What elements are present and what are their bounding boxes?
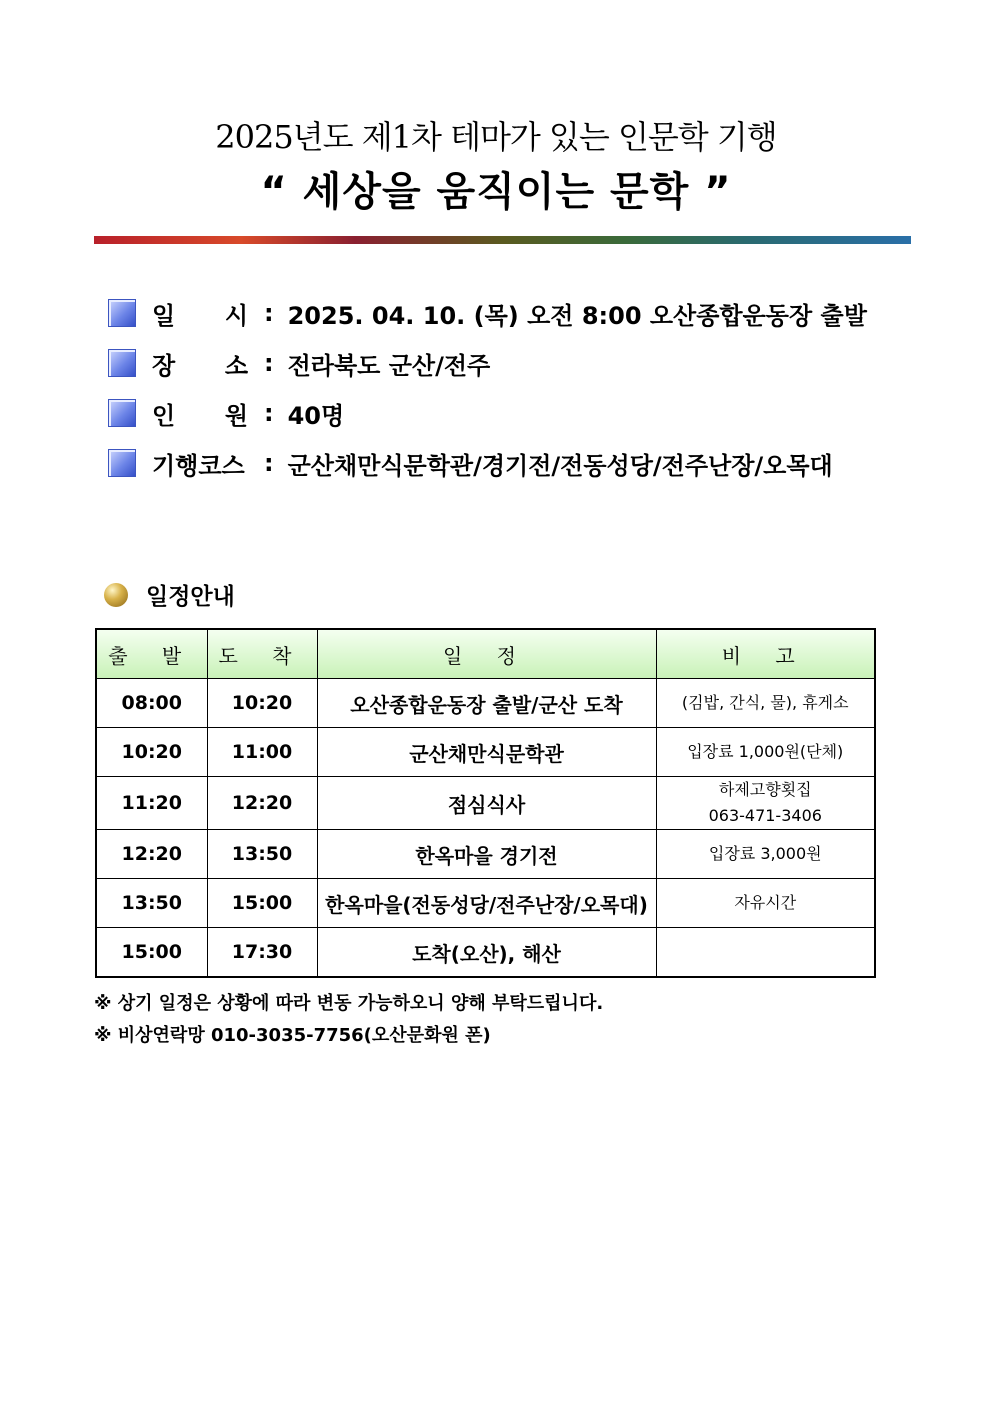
info-label-char: 기행코스: [152, 451, 245, 480]
table-row: [96, 679, 875, 728]
plan-cell: 군산채만식문학관: [317, 728, 656, 777]
info-label-char: 장: [152, 351, 176, 380]
info-row: [108, 338, 908, 388]
decorative-color-bar: [94, 236, 911, 244]
table-row: [96, 830, 875, 879]
trip-info: [108, 288, 908, 488]
note-line: ※ 비상연락망 010-3035-7756(오산문화원 폰): [94, 1025, 491, 1046]
note-line: 하제고향횟집: [718, 780, 812, 799]
notes: [94, 988, 603, 1052]
info-label: [152, 396, 248, 431]
header-depart: 출 발: [96, 629, 207, 679]
plan-cell: 한옥마을 경기전: [317, 830, 656, 879]
note-cell: [656, 830, 875, 879]
table-row: [96, 728, 875, 777]
document-subtitle: “ 세상을 움직이는 문학 ”: [260, 169, 732, 215]
square-bullet-icon: [108, 349, 136, 377]
note-cell: [656, 879, 875, 928]
table-row: [96, 777, 875, 830]
info-value: 2025. 04. 10. (목) 오전 8:00 오산종합운동장 출발: [287, 301, 867, 330]
depart-time: 15:00: [96, 928, 207, 978]
plan-cell: 점심식사: [317, 777, 656, 830]
info-label: [152, 296, 248, 331]
info-colon: :: [264, 299, 274, 327]
info-row: [108, 438, 908, 488]
depart-time: 10:20: [96, 728, 207, 777]
info-label-char: 원: [224, 401, 248, 430]
header-note: 비 고: [656, 629, 875, 679]
info-label-char: 시: [224, 301, 248, 330]
info-colon: :: [264, 399, 274, 427]
header-plan: 일 정: [317, 629, 656, 679]
square-bullet-icon: [108, 299, 136, 327]
info-label: [152, 346, 248, 381]
section-title: 일정안내: [146, 584, 235, 610]
note-cell: [656, 928, 875, 978]
arrive-time: 10:20: [207, 679, 317, 728]
square-bullet-icon: [108, 449, 136, 477]
schedule-section-heading: [104, 578, 235, 611]
depart-time: 12:20: [96, 830, 207, 879]
depart-time: 08:00: [96, 679, 207, 728]
document-title: 2025년도 제1차 테마가 있는 인문학 기행: [215, 118, 777, 156]
info-label-char: 일: [152, 301, 176, 330]
info-colon: :: [264, 449, 274, 477]
plan-cell: 한옥마을(전동성당/전주난장/오목대): [317, 879, 656, 928]
table-row: [96, 928, 875, 978]
note-cell: [656, 679, 875, 728]
info-row: [108, 288, 908, 338]
info-label-char: 인: [152, 401, 176, 430]
info-value: 전라북도 군산/전주: [287, 351, 491, 380]
schedule-table: [95, 628, 876, 978]
note-cell: [656, 728, 875, 777]
info-value: 40명: [287, 401, 345, 430]
depart-time: 11:20: [96, 777, 207, 830]
arrive-time: 13:50: [207, 830, 317, 879]
note-line: 자유시간: [734, 893, 797, 912]
info-label: [152, 446, 248, 481]
gold-ball-icon: [104, 583, 128, 607]
note-line: (김밥, 간식, 물), 휴게소: [681, 693, 849, 712]
arrive-time: 17:30: [207, 928, 317, 978]
info-colon: :: [264, 349, 274, 377]
note-line: 063-471-3406: [708, 806, 822, 825]
plan-cell: 도착(오산), 해산: [317, 928, 656, 978]
note-line: ※ 상기 일정은 상황에 따라 변동 가능하오니 양해 부탁드립니다.: [94, 993, 604, 1014]
note-line: 입장료 3,000원: [708, 844, 822, 863]
info-row: [108, 388, 908, 438]
arrive-time: 11:00: [207, 728, 317, 777]
info-label-char: 소: [224, 351, 248, 380]
arrive-time: 12:20: [207, 777, 317, 830]
header-arrive: 도 착: [207, 629, 317, 679]
plan-cell: 오산종합운동장 출발/군산 도착: [317, 679, 656, 728]
schedule-header-row: [96, 629, 875, 679]
info-value: 군산채만식문학관/경기전/전동성당/전주난장/오목대: [287, 451, 833, 480]
depart-time: 13:50: [96, 879, 207, 928]
table-row: [96, 879, 875, 928]
note-line: 입장료 1,000원(단체): [687, 742, 844, 761]
square-bullet-icon: [108, 399, 136, 427]
note-cell: [656, 777, 875, 830]
arrive-time: 15:00: [207, 879, 317, 928]
